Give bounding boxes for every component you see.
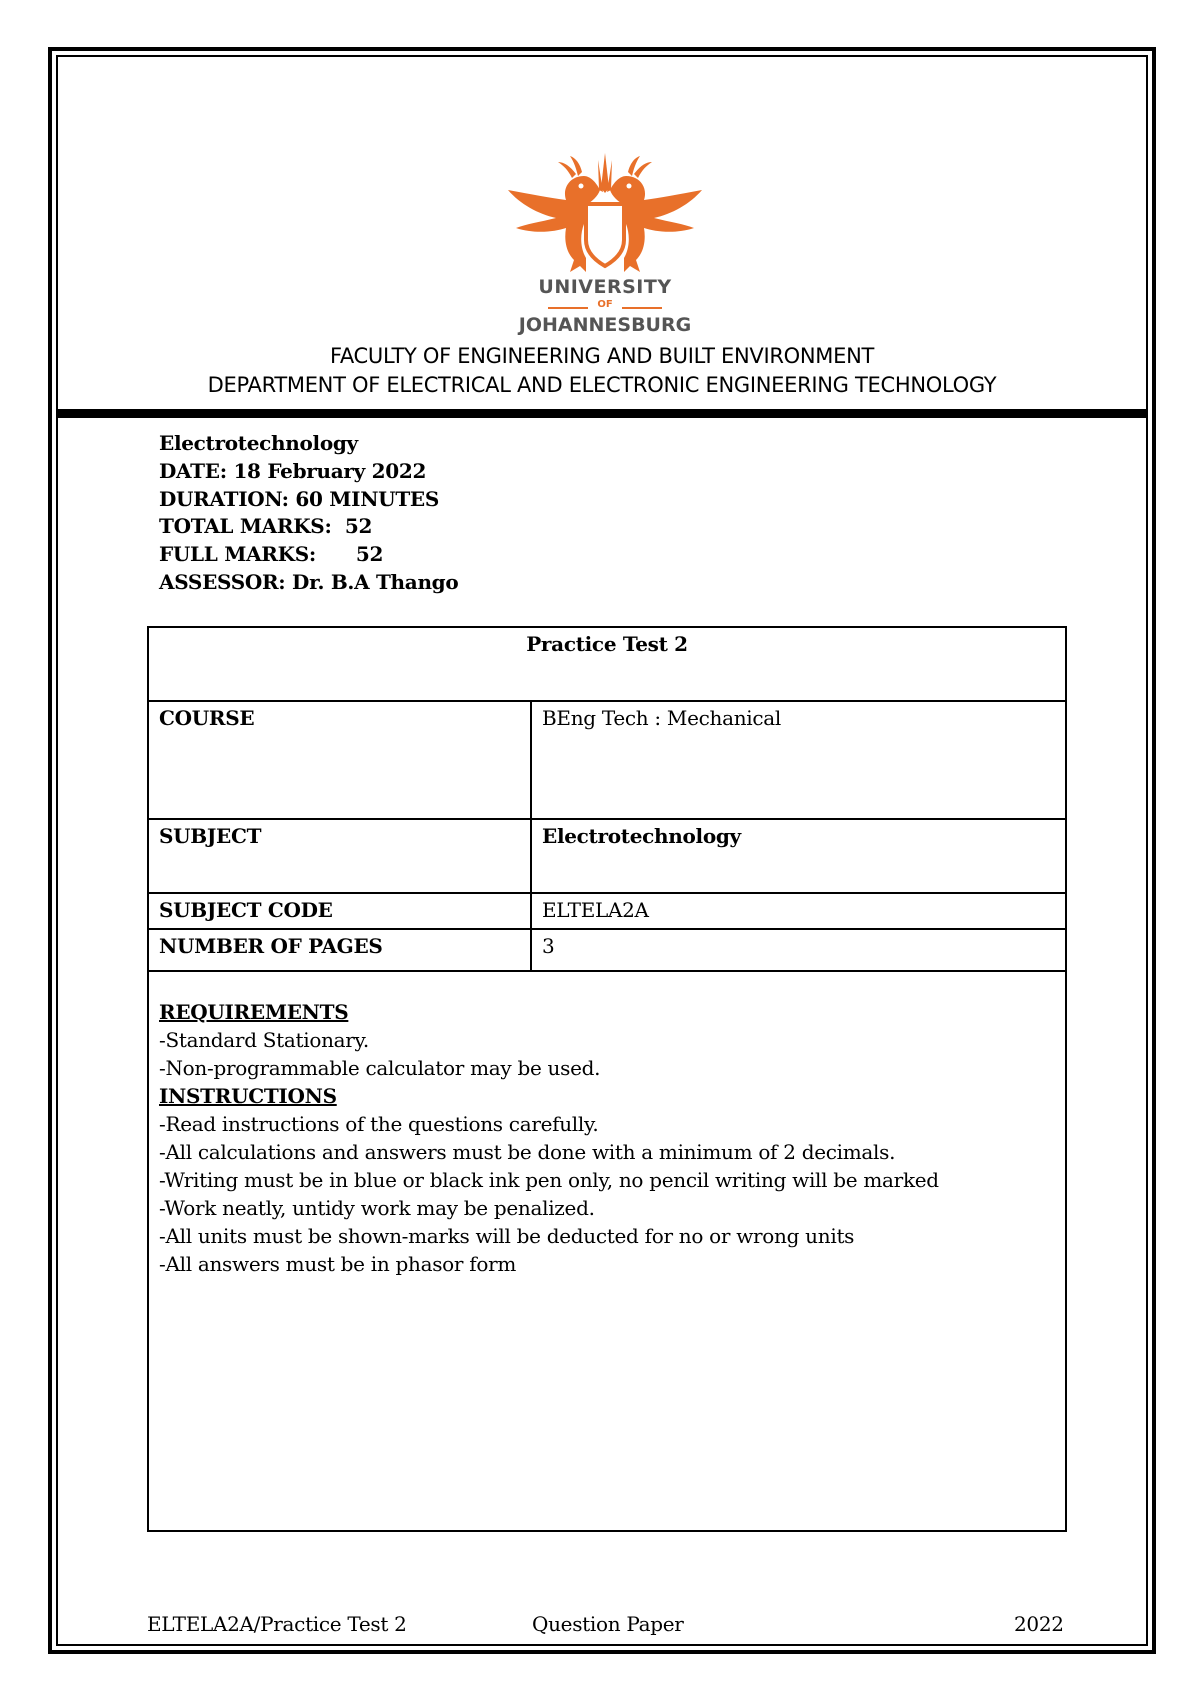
info-subject: Electrotechnology [159, 431, 358, 455]
header-divider [58, 409, 1146, 418]
subject-label: SUBJECT [148, 819, 531, 893]
subject-code-label: SUBJECT CODE [148, 893, 531, 929]
requirement-item: -Standard Stationary. [159, 1028, 369, 1052]
logo-text-johannesburg: JOHANNESBURG [518, 314, 692, 336]
hoopoe-birds-emblem [500, 148, 710, 273]
footer-right: 2022 [1014, 1612, 1064, 1636]
instructions-heading: INSTRUCTIONS [159, 1084, 337, 1108]
table-row [148, 819, 1066, 893]
logo-text-of: OF [597, 299, 613, 310]
pages-value: 3 [531, 929, 1066, 971]
table-title-row [148, 627, 1066, 701]
requirement-item: -Non-programmable calculator may be used. [159, 1056, 601, 1080]
table-row [148, 701, 1066, 819]
subject-value: Electrotechnology [531, 819, 1066, 893]
exam-details-table [147, 626, 1067, 1532]
instruction-item: -Read instructions of the questions carefully. [159, 1112, 599, 1136]
subject-code-value: ELTELA2A [531, 893, 1066, 929]
university-logo [500, 148, 710, 338]
faculty-title: FACULTY OF ENGINEERING AND BUILT ENVIRONMENT [329, 344, 875, 368]
instruction-item: -All answers must be in phasor form [159, 1252, 516, 1276]
course-label: COURSE [148, 701, 531, 819]
info-full-marks: FULL MARKS: 52 [159, 542, 384, 567]
info-total-marks: TOTAL MARKS: 52 [159, 514, 373, 539]
instruction-item: -Work neatly, untidy work may be penalized. [159, 1196, 595, 1220]
instruction-item: -Writing must be in blue or black ink pen only, no pencil writing will be marked [159, 1168, 939, 1192]
footer-center: Question Paper [532, 1612, 684, 1636]
requirements-row [148, 971, 1066, 1531]
table-row [148, 893, 1066, 929]
footer-left: ELTELA2A/Practice Test 2 [147, 1612, 407, 1636]
instruction-item: -All calculations and answers must be done with a minimum of 2 decimals. [159, 1140, 896, 1164]
requirements-cell [148, 971, 1066, 1531]
department-title: DEPARTMENT OF ELECTRICAL AND ELECTRONIC ENGINEERING TECHNOLOGY [207, 373, 997, 397]
course-value: BEng Tech : Mechanical [531, 701, 1066, 819]
table-row [148, 929, 1066, 971]
info-date: DATE: 18 February 2022 [159, 458, 427, 483]
pages-label: NUMBER OF PAGES [148, 929, 531, 971]
info-assessor: ASSESSOR: Dr. B.A Thango [159, 569, 459, 594]
table-title: Practice Test 2 [148, 627, 1066, 701]
instruction-item: -All units must be shown-marks will be deducted for no or wrong units [159, 1224, 855, 1248]
logo-rule-right [622, 307, 662, 309]
requirements-heading: REQUIREMENTS [159, 1000, 349, 1024]
exam-info-block [159, 430, 458, 597]
info-duration: DURATION: 60 MINUTES [159, 486, 439, 511]
logo-text-university: UNIVERSITY [538, 276, 672, 298]
